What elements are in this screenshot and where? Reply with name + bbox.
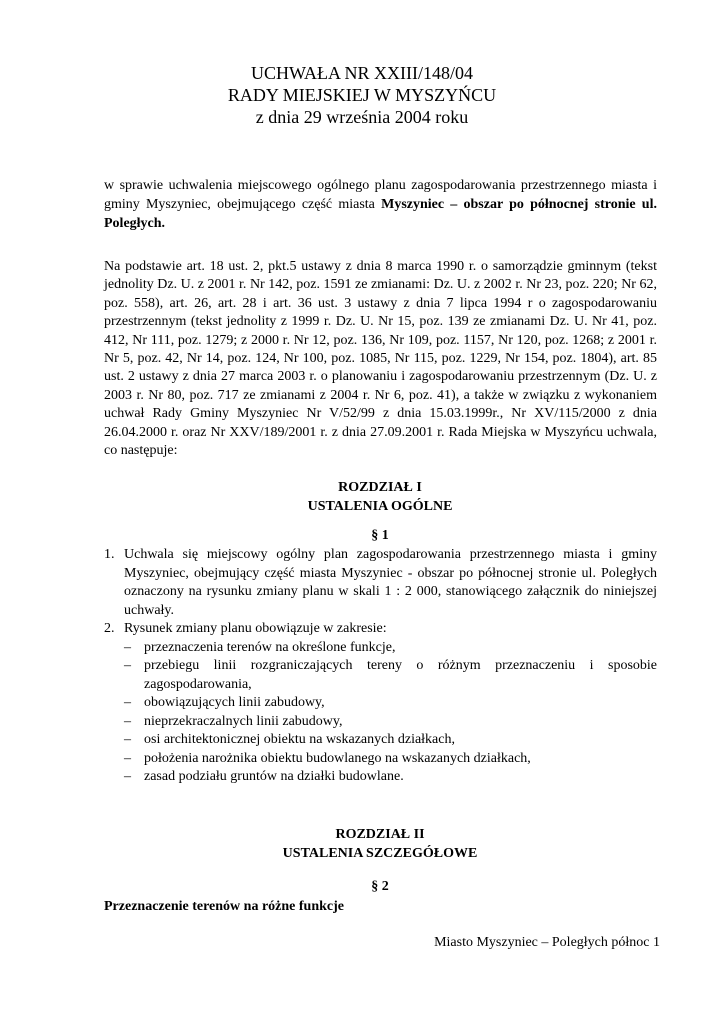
scope-text: przeznaczenia terenów na określone funkcje, [144,639,396,655]
scope-item [124,731,657,750]
scope-text: położenia narożnika obiektu budowlanego na wskazanych działkach, [144,750,531,766]
chapter-1-name: USTALENIA OGÓLNE [307,499,453,514]
scope-text: zasad podziału gruntów na działki budowlane. [144,769,404,784]
resolution-subject [104,176,657,233]
item-number: 1. [104,547,115,562]
section-title: Przeznaczenie terenów na różne funkcje [104,899,344,914]
dash-bullet: – [124,639,131,655]
scope-item [124,694,657,713]
scope-item [124,768,657,787]
scope-list [124,639,657,787]
page-footer: Miasto Myszyniec – Poległych północ 1 [434,935,660,950]
list-item [104,546,657,620]
scope-text: nieprzekraczalnych linii zabudowy, [144,713,343,729]
chapter-2-heading [0,825,724,863]
paragraph-2-mark: § 2 [371,879,389,894]
scope-text: obowiązujących linii zabudowy, [144,695,325,710]
resolution-number: UCHWAŁA NR XXIII/148/04 [251,63,473,83]
scope-item [124,713,657,732]
resolution-title [0,62,724,128]
dash-bullet: – [124,713,131,729]
scope-item [124,657,657,694]
subject-text: w sprawie uchwalenia miejscowego ogólnego planu zagospodarowania przestrzennego miasta i gminy Myszyniec, obejmującego część miasta [104,178,657,212]
scope-text: przebiegu linii rozgraniczających tereny o różnym przeznaczeniu i sposobie zagospodarowania, [144,658,657,692]
resolution-date: z dnia 29 września 2004 roku [255,107,469,127]
dash-bullet: – [124,732,131,747]
chapter-1-heading [0,478,724,516]
chapter-2-name: USTALENIA SZCZEGÓŁOWE [282,846,478,861]
paragraph-1-mark: § 1 [371,528,389,543]
chapter-2-label: ROZDZIAŁ II [335,827,425,842]
scope-text: osi architektonicznej obiektu na wskazanych działkach, [144,732,455,747]
item-text: Rysunek zmiany planu obowiązuje w zakresie: [124,621,387,636]
item-number: 2. [104,621,115,636]
dash-bullet: – [124,658,131,673]
item-text: Uchwala się miejscowy ogólny plan zagospodarowania przestrzennego miasta i gminy Myszyniec, obejmujący część miasta Myszyniec - obszar po północnej stronie ul. Poległych oznaczony na rysunku zmiany planu w skali 1 : 2 000, stanowiącego załącznik do niniejszej uchwały. [124,547,657,618]
paragraph-1-list [104,546,657,787]
dash-bullet: – [124,695,131,710]
dash-bullet: – [124,750,131,766]
chapter-1-label: ROZDZIAŁ I [338,480,422,495]
dash-bullet: – [124,769,131,784]
list-item [104,620,657,787]
council-name: RADY MIEJSKIEJ W MYSZYŃCU [227,85,497,105]
subject-bold: Myszyniec – obszar po północnej stronie ul. Poległych. [104,197,657,231]
legal-basis: Na podstawie art. 18 ust. 2, pkt.5 ustawy z dnia 8 marca 1990 r. o samorządzie gminnym (tekst jednolity Dz. U. z 2001 r. Nr 142, poz. 1591 ze zmianami: Dz. U. z 2002 r. Nr 23, poz. 220; Nr 62, poz. 558), art. 26, art. 28 i art. 36 ust. 3 ustawy z dnia 7 lipca 1994 r o zagospodarowaniu przestrzennym (tekst jednolity z 1999 r. Dz. U. Nr 15, poz. 139 ze zmianami Dz. U. Nr 41, poz. 412, Nr 111, poz. 1279; z 2000 r. Nr 12, poz. 136, Nr 109, poz. 1157, Nr 120, poz. 1268; z 2001 r. Nr 5, poz. 42, Nr 14, poz. 124, Nr 100, poz. 1085, Nr 115, poz. 1229, Nr 154, poz. 1804), art. 85 ust. 2 ustawy z dnia 27 marca 2003 r. o planowaniu i zagospodarowaniu przestrzennym (Dz. U. z 2003 r. Nr 80, poz. 717 ze zmianami z 2004 r. Nr 6, poz. 41), a także w związku z wykonaniem uchwał Rady Gminy Myszyniec Nr V/52/99 z dnia 15.03.1999r., Nr XV/115/2000 z dnia 26.04.2000 r. oraz Nr XXV/189/2001 r. z dnia 27.09.2001 r. Rada Miejska w Myszyńcu uchwala, co następuje: [104,259,657,459]
scope-item [124,639,657,658]
scope-item [124,750,657,769]
